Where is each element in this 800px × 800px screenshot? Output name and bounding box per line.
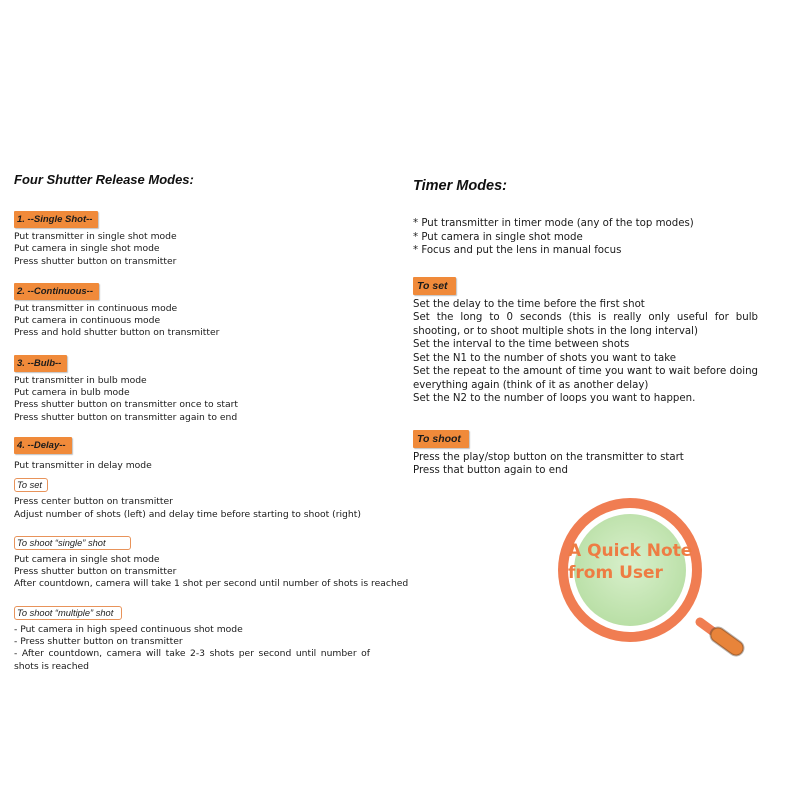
instruction-paragraph: Set the interval to the time between shots (413, 339, 630, 350)
bullet-line: * Focus and put the lens in manual focus (413, 245, 622, 256)
instruction-line: Press center button on transmitter (14, 496, 173, 508)
bullet-line: * Put camera in single shot mode (413, 231, 583, 243)
instruction-paragraph: Set the N1 to the number of shots you want to take (413, 352, 677, 364)
quick-note-line: A Quick Note (568, 541, 693, 561)
single-shot-sub-label: To shoot “single” shot (14, 536, 131, 550)
instruction-line: Put camera in bulb mode (14, 387, 130, 399)
bulb-label: 3. --Bulb-- (14, 355, 67, 372)
timer-to-set-label: To set (413, 277, 456, 295)
instruction-line: Put camera in continuous mode (14, 315, 161, 327)
instruction-paragraph: Set the long to 0 seconds (this is really only useful for bulb shooting, or to shoot multiple shots in the long interval) (413, 312, 758, 337)
multiple-shot-sub-label: To shoot “multiple” shot (14, 606, 122, 620)
single-shot-section (14, 209, 370, 268)
instruction-line: Press shutter button on transmitter once to start (14, 399, 238, 411)
timer-modes-column (413, 172, 758, 478)
timer-to-shoot-label: To shoot (413, 430, 469, 448)
instruction-line: Press shutter button on transmitter (14, 566, 177, 578)
instruction-line: Press the play/stop button on the transmitter to start (413, 451, 684, 463)
timer-to-set-section (413, 276, 758, 406)
instruction-paragraph: Set the delay to the time before the first shot (413, 298, 645, 310)
instruction-paragraph: - After countdown, camera will take 2-3 shots per second until number of shots is reached (14, 648, 370, 672)
bullet-line: * Put transmitter in timer mode (any of the top modes) (413, 218, 694, 229)
quick-note-text (568, 540, 708, 584)
continuous-section (14, 281, 370, 340)
timer-bullets (413, 217, 758, 258)
delay-label: 4. --Delay-- (14, 437, 72, 454)
instruction-line: Press shutter button on transmitter (14, 255, 177, 267)
instruction-line: Adjust number of shots (left) and delay time before starting to shoot (right) (14, 508, 361, 520)
delay-to-set-label: To set (14, 478, 48, 492)
instruction-line: Put transmitter in single shot mode (14, 231, 177, 242)
instruction-line: After countdown, camera will take 1 shot per second until number of shots is reached (14, 578, 409, 590)
quick-note-line: from User (568, 563, 663, 583)
instruction-line: Put camera in single shot mode (14, 553, 160, 565)
instruction-line: Put camera in single shot mode (14, 243, 160, 255)
shutter-modes-column (14, 172, 409, 673)
instruction-line: Press and hold shutter button on transmitter (14, 327, 220, 339)
shutter-modes-heading: Four Shutter Release Modes: (14, 172, 194, 187)
instruction-line: Press that button again to end (413, 465, 568, 476)
instruction-paragraph: Set the N2 to the number of loops you want to happen. (413, 393, 696, 404)
instruction-line: Press shutter button on transmitter again to end (14, 411, 238, 423)
magnifier-handle (700, 622, 736, 648)
delay-section (14, 435, 409, 673)
continuous-label: 2. --Continuous-- (14, 283, 99, 300)
timer-modes-heading: Timer Modes: (413, 178, 508, 194)
instruction-line: Put transmitter in bulb mode (14, 374, 147, 386)
instruction-line: Put transmitter in delay mode (14, 459, 152, 471)
single-shot-label: 1. --Single Shot-- (14, 211, 98, 228)
instruction-line: Put transmitter in continuous mode (14, 302, 178, 314)
timer-to-shoot-section (413, 429, 758, 478)
instruction-line: - Press shutter button on transmitter (14, 636, 183, 648)
instruction-paragraph: Set the repeat to the amount of time you want to wait before doing everything again (think of it as another delay) (413, 366, 758, 391)
instruction-line: - Put camera in high speed continuous shot mode (14, 623, 243, 635)
bulb-section (14, 353, 370, 424)
